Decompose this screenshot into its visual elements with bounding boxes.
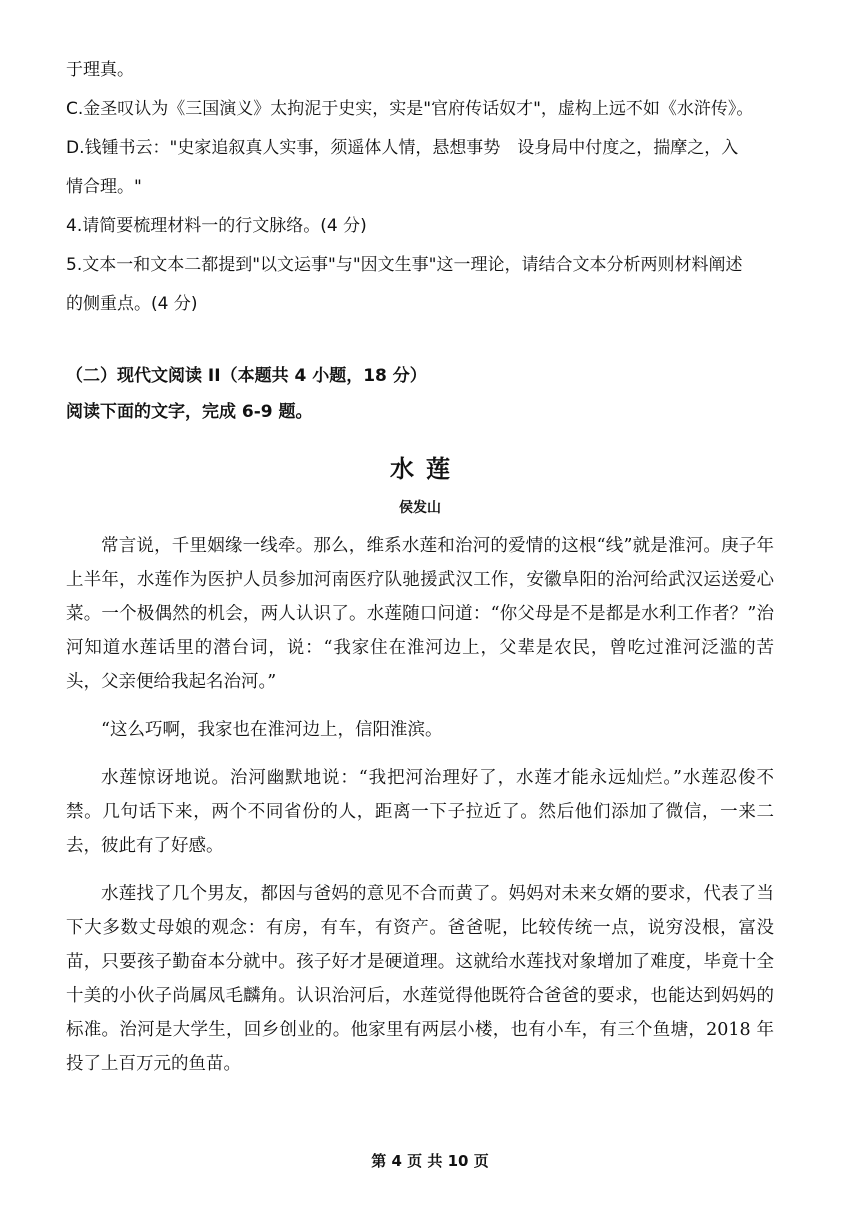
article-paragraph: 常言说，千里姻缘一线牵。那么，维系水莲和治河的爱情的这根“线”就是淮河。庚子年上半年，水莲作为医护人员参加河南医疗队驰援武汉工作，安徽阜阳的治河给武汉运送爱心菜。一个极偶然的机会，两人认识了。水莲随口问道：“你父母是不是都是水利工作者？”治河知道水莲话里的潜台词，说：“我家住在淮河边上，父辈是农民，曾吃过淮河泛滥的苦头，父亲便给我起名治河。”: [66, 536, 774, 692]
article-author: 侯发山: [399, 500, 441, 516]
section-title: （二）现代文阅读 II（本题共 4 小题，18 分）: [66, 366, 427, 386]
options-and-questions: [66, 58, 774, 316]
article-paragraph: “这么巧啊，我家也在淮河边上，信阳淮滨。: [101, 720, 443, 740]
option-d-line1: D.钱锺书云："史家追叙真人实事，须遥体人情，悬想事势 设身局中付度之，揣摩之，入: [66, 138, 739, 158]
article-paragraph: 水莲找了几个男友，都因与爸妈的意见不合而黄了。妈妈对未来女婿的要求，代表了当下大多数丈母娘的观念：有房，有车，有资产。爸爸呢，比较传统一点，说穷没根，富没苗，只要孩子勤奋本分就中。孩子好才是硬道理。这就给水莲找对象增加了难度，毕竟十全十美的小伙子尚属凤毛麟角。认识治河后，水莲觉得他既符合爸爸的要求，也能达到妈妈的标准。治河是大学生，回乡创业的。他家里有两层小楼，也有小车，有三个鱼塘，2018 年投了上百万元的鱼苗。: [66, 884, 774, 1074]
article-paragraph: 水莲惊讶地说。治河幽默地说：“我把河治理好了，水莲才能永远灿烂。”水莲忍俊不禁。几句话下来，两个不同省份的人，距离一下子拉近了。然后他们添加了微信，一来二去，彼此有了好感。: [66, 768, 774, 856]
article-body: [66, 529, 774, 1081]
page-number: 第 4 页 共 10 页: [371, 1152, 489, 1170]
question-5-line2: 的侧重点。(4 分): [66, 294, 198, 314]
question-5-line1: 5.文本一和文本二都提到"以文运事"与"因文生事"这一理论，请结合文本分析两则材料阐述: [66, 255, 743, 275]
article-title: 水莲: [390, 455, 462, 483]
option-d-line2: 情合理。": [66, 177, 142, 197]
option-c: C.金圣叹认为《三国演义》太拘泥于史实，实是"官府传话奴才"，虚构上远不如《水浒传》。: [66, 99, 754, 119]
question-4: 4.请简要梳理材料一的行文脉络。(4 分): [66, 216, 367, 236]
option-b-tail: 于理真。: [66, 60, 134, 80]
section-instruction: 阅读下面的文字，完成 6-9 题。: [66, 402, 313, 422]
